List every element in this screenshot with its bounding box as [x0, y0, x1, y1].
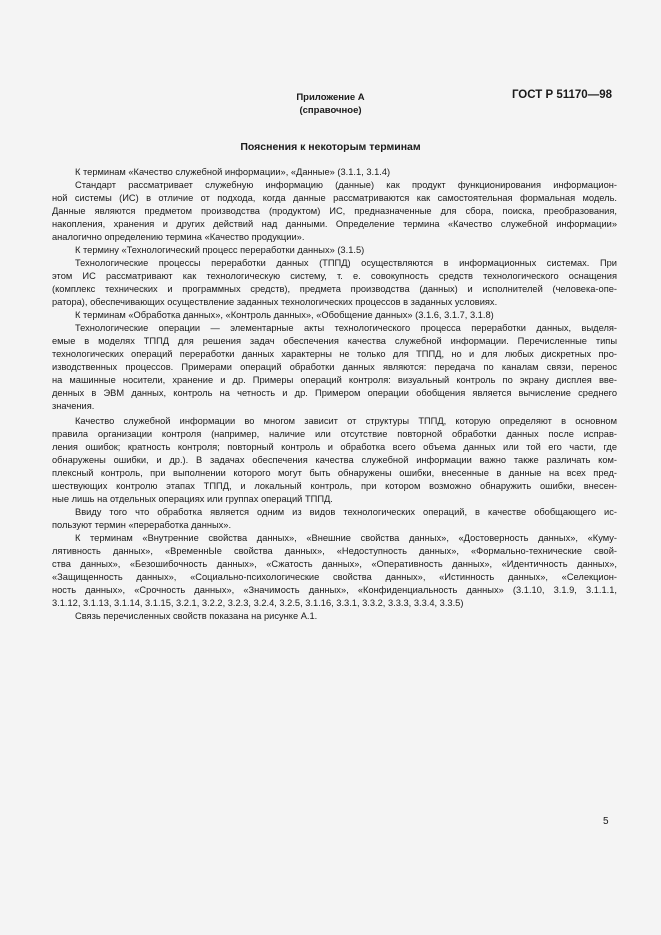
text-line: ства данных», «Безошибочность данных», «Сжатость данных», «Оперативность данных», «Идентичность данных», — [52, 559, 617, 569]
text-line: ные лишь на отдельных операциях или группах операций ТППД. — [52, 494, 333, 504]
text-line: Связь перечисленных свойств показана на рисунке А.1. — [75, 611, 318, 621]
text-line: Технологические операции — элементарные акты технологического процесса переработки данных, выделя- — [75, 323, 617, 333]
page-number: 5 — [603, 816, 609, 827]
text-line: Качество служебной информации во многом зависит от структуры ТППД, которую определяют в основном — [75, 416, 617, 426]
text-line: накопления, хранения и других действий над данными. Определение термина «Качество служебной информации» — [52, 219, 617, 229]
text-line: Ввиду того что обработка является одним из видов технологических операций, в качестве обобщающего ис- — [75, 507, 617, 517]
text-line: аналогично определению термина «Качество продукции». — [52, 232, 305, 242]
text-line: значения. — [52, 401, 95, 411]
text-line: К терминам «Качество служебной информации», «Данные» (3.1.1, 3.1.4) — [75, 167, 391, 177]
text-line: К терминам «Внутренние свойства данных», «Внешние свойства данных», «Достоверность данных», «Куму- — [75, 533, 617, 543]
text-line: изводственных процессов. Примерами операций обработки данных являются: передача по каналам связи, перенос — [52, 362, 617, 372]
text-line: шествующих контролю этапах ТППД, и локальный контроль, при котором возможно обнаружить ошибки, внесен- — [52, 481, 617, 491]
text-line: обнаружены ошибки, и др.). В задачах обеспечения качества служебной информации важно также различать ком- — [52, 455, 617, 465]
text-line: плексный контроль, при выполнении которого могут быть обнаружены ошибки, внесенные в данные на всех пред- — [52, 468, 617, 478]
text-line: на машинные носители, хранение и др. Примеры операций контроля: визуальный контроль по экрану дисплея вве- — [52, 375, 617, 385]
text-line: пользуют термин «переработка данных». — [52, 520, 232, 530]
text-line: ления ошибок; кратность контроля; повторный контроль и обработка всего объема данных или той его части, где — [52, 442, 617, 452]
text-line: Стандарт рассматривает служебную информацию (данные) как продукт функционирования информацион- — [75, 180, 617, 190]
text-line: ной системы (ИС) в отличие от подхода, когда данные рассматриваются как самостоятельная формальная модель. — [52, 193, 617, 203]
text-line: (комплекс технических и программных средств), предмета производства (данных) и исполнителей (человека-опе- — [52, 284, 617, 294]
text-line: Данные являются предметом производства (продуктом) ИС, предназначенные для сбора, поиска, преобразования, — [52, 206, 617, 216]
text-line: этом ИС рассматривают как технологическую систему, т. е. совокупность средств технологического оснащения — [52, 271, 617, 281]
text-line: ность данных», «Срочность данных», «Значимость данных», «Конфиденциальность данных» (3.1.10, 3.1.9, 3.1.1.1, — [52, 585, 617, 595]
text-line: лятивность данных», «ВременнЫе свойства данных», «Недоступность данных», «Формально-технические свой- — [52, 546, 617, 556]
text-line: «Защищенность данных», «Социально-психологические свойства данных», «Истинность данных», «Селекцион- — [52, 572, 617, 582]
appendix-heading — [0, 91, 661, 117]
body-text — [52, 166, 617, 623]
text-line: 3.1.12, 3.1.13, 3.1.14, 3.1.15, 3.2.1, 3.2.2, 3.2.3, 3.2.4, 3.2.5, 3.1.16, 3.3.1, 3.3.2, 3.3.3, 3.3.4, 3.3.5) — [52, 598, 464, 608]
text-line: К термину «Технологический процесс переработки данных» (3.1.5) — [75, 245, 365, 255]
text-line: правила организации контроля (например, наличие или отсутствие повторной обработки данных после исправ- — [52, 429, 617, 439]
appendix-title: Приложение А — [296, 92, 365, 103]
text-line: емые в моделях ТППД для решения задач обеспечения качества служебной информации. Перечисленные типы — [52, 336, 617, 346]
text-line: денных в ЭВМ данных, контроль на четность и др. Примером операции обобщения является вычисление среднего — [52, 388, 617, 398]
appendix-subtitle: (справочное) — [299, 105, 362, 116]
text-line: К терминам «Обработка данных», «Контроль данных», «Обобщение данных» (3.1.6, 3.1.7, 3.1.8) — [75, 310, 494, 320]
text-line: технологических операций переработки данных характерны не только для ТППД, но и для любых дискретных про- — [52, 349, 617, 359]
section-title: Пояснения к некоторым терминам — [240, 141, 421, 153]
text-line: Технологические процессы переработки данных (ТППД) осуществляются в информационных системах. При — [75, 258, 617, 268]
document-code: ГОСТ Р 51170—98 — [511, 89, 612, 101]
text-line: ратора), обеспечивающих осуществление заданных технологических процессов в заданных условиях. — [52, 297, 498, 307]
